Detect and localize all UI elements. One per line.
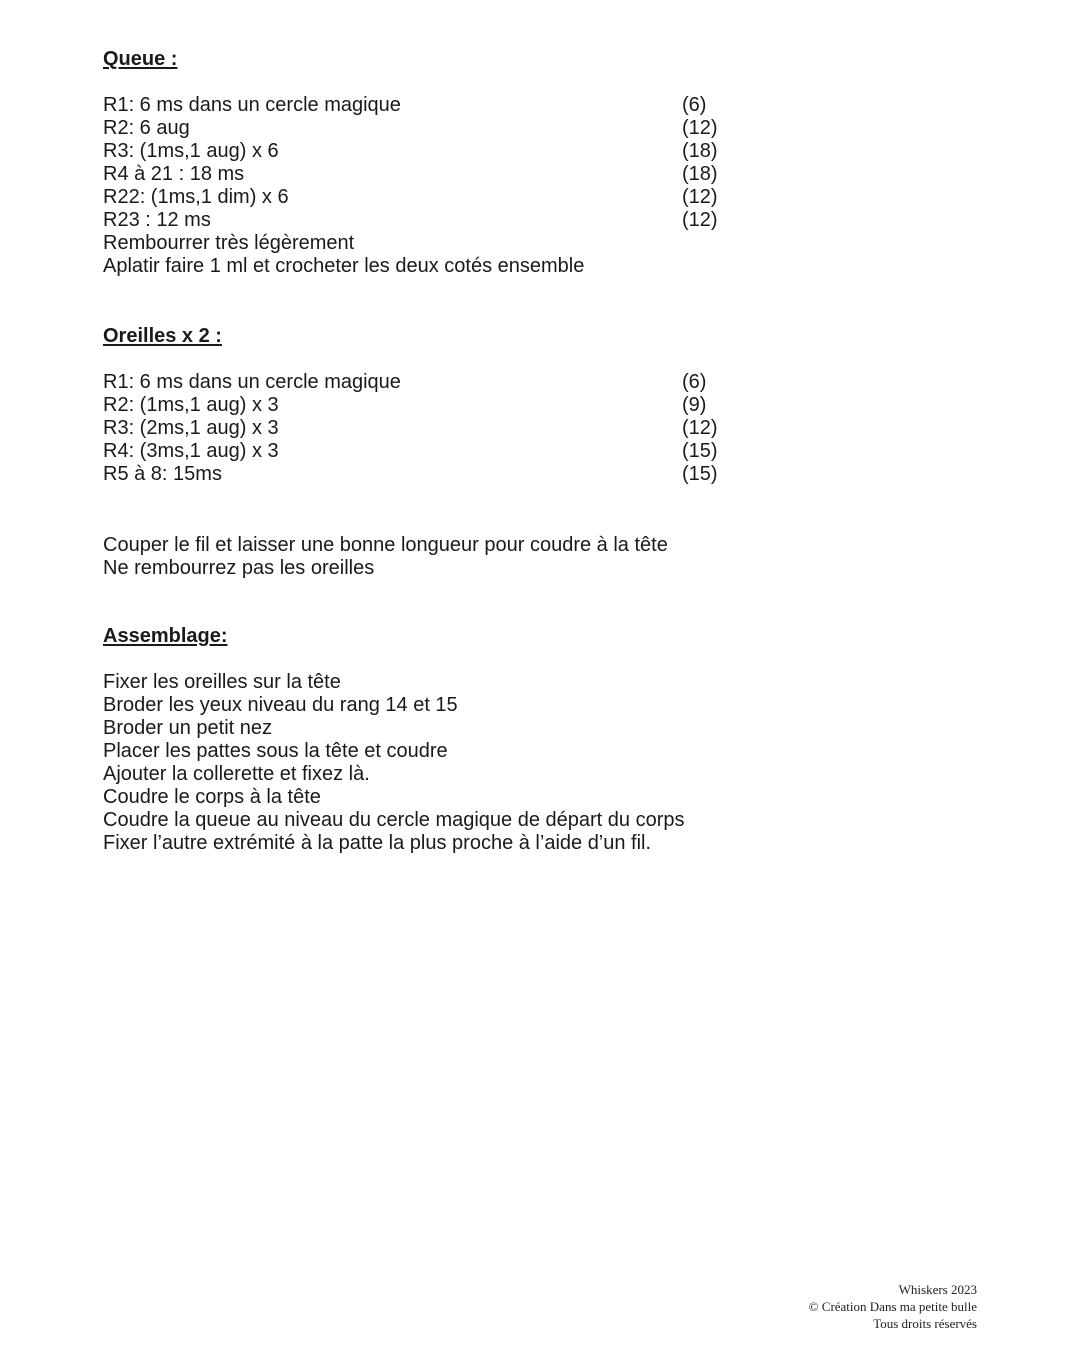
footer-rights: Tous droits réservés (873, 1316, 977, 1331)
footer-copyright: © Création Dans ma petite bulle (808, 1299, 977, 1314)
oreilles-rows (103, 371, 718, 486)
pattern-row (103, 94, 707, 117)
row-instruction: R1: 6 ms dans un cercle magique (103, 371, 401, 393)
oreilles-notes (103, 534, 668, 580)
note-line: Ne rembourrez pas les oreilles (103, 557, 375, 579)
copyright-footer (809, 1281, 977, 1332)
stitch-count: (12) (682, 117, 718, 139)
pattern-row (103, 140, 718, 163)
assembly-step: Fixer l’autre extrémité à la patte la plus proche à l’aide d’un fil. (103, 832, 652, 854)
assembly-step: Ajouter la collerette et fixez là. (103, 763, 370, 785)
stitch-count: (12) (682, 186, 718, 208)
note-line: Aplatir faire 1 ml et crocheter les deux cotés ensemble (103, 255, 585, 277)
row-instruction: R2: (1ms,1 aug) x 3 (103, 394, 279, 416)
assembly-step: Broder un petit nez (103, 717, 272, 739)
stitch-count: (18) (682, 140, 718, 162)
row-instruction: R4 à 21 : 18 ms (103, 163, 245, 185)
assembly-step: Broder les yeux niveau du rang 14 et 15 (103, 694, 458, 716)
stitch-count: (12) (682, 417, 718, 439)
pattern-row (103, 371, 707, 394)
note-line: Rembourrer très légèrement (103, 232, 355, 254)
section-title-assemblage: Assemblage: (103, 625, 228, 647)
queue-rows (103, 94, 718, 278)
assemblage-steps (103, 671, 685, 855)
pattern-row (103, 117, 718, 140)
pattern-row (103, 463, 718, 486)
pattern-row (103, 186, 718, 209)
stitch-count: (6) (682, 94, 707, 116)
row-instruction: R3: (2ms,1 aug) x 3 (103, 417, 279, 439)
row-instruction: R1: 6 ms dans un cercle magique (103, 94, 401, 116)
stitch-count: (12) (682, 209, 718, 231)
note-line: Couper le fil et laisser une bonne longueur pour coudre à la tête (103, 534, 668, 556)
pattern-row (103, 417, 718, 440)
stitch-count: (6) (682, 371, 707, 393)
stitch-count: (15) (682, 463, 718, 485)
section-title-oreilles: Oreilles x 2 : (103, 325, 222, 347)
assembly-step: Coudre la queue au niveau du cercle magique de départ du corps (103, 809, 685, 831)
stitch-count: (18) (682, 163, 718, 185)
pattern-row (103, 440, 718, 463)
stitch-count: (15) (682, 440, 718, 462)
row-instruction: R23 : 12 ms (103, 209, 211, 231)
row-instruction: R2: 6 aug (103, 117, 190, 139)
stitch-count: (9) (682, 394, 707, 416)
row-instruction: R5 à 8: 15ms (103, 463, 222, 485)
footer-title: Whiskers 2023 (898, 1282, 977, 1297)
assembly-step: Fixer les oreilles sur la tête (103, 671, 341, 693)
pattern-row (103, 209, 718, 232)
assembly-step: Placer les pattes sous la tête et coudre (103, 740, 448, 762)
row-instruction: R4: (3ms,1 aug) x 3 (103, 440, 279, 462)
section-title-queue: Queue : (103, 48, 178, 70)
pattern-row (103, 394, 707, 417)
assembly-step: Coudre le corps à la tête (103, 786, 321, 808)
row-instruction: R3: (1ms,1 aug) x 6 (103, 140, 279, 162)
pattern-row (103, 163, 718, 186)
row-instruction: R22: (1ms,1 dim) x 6 (103, 186, 289, 208)
